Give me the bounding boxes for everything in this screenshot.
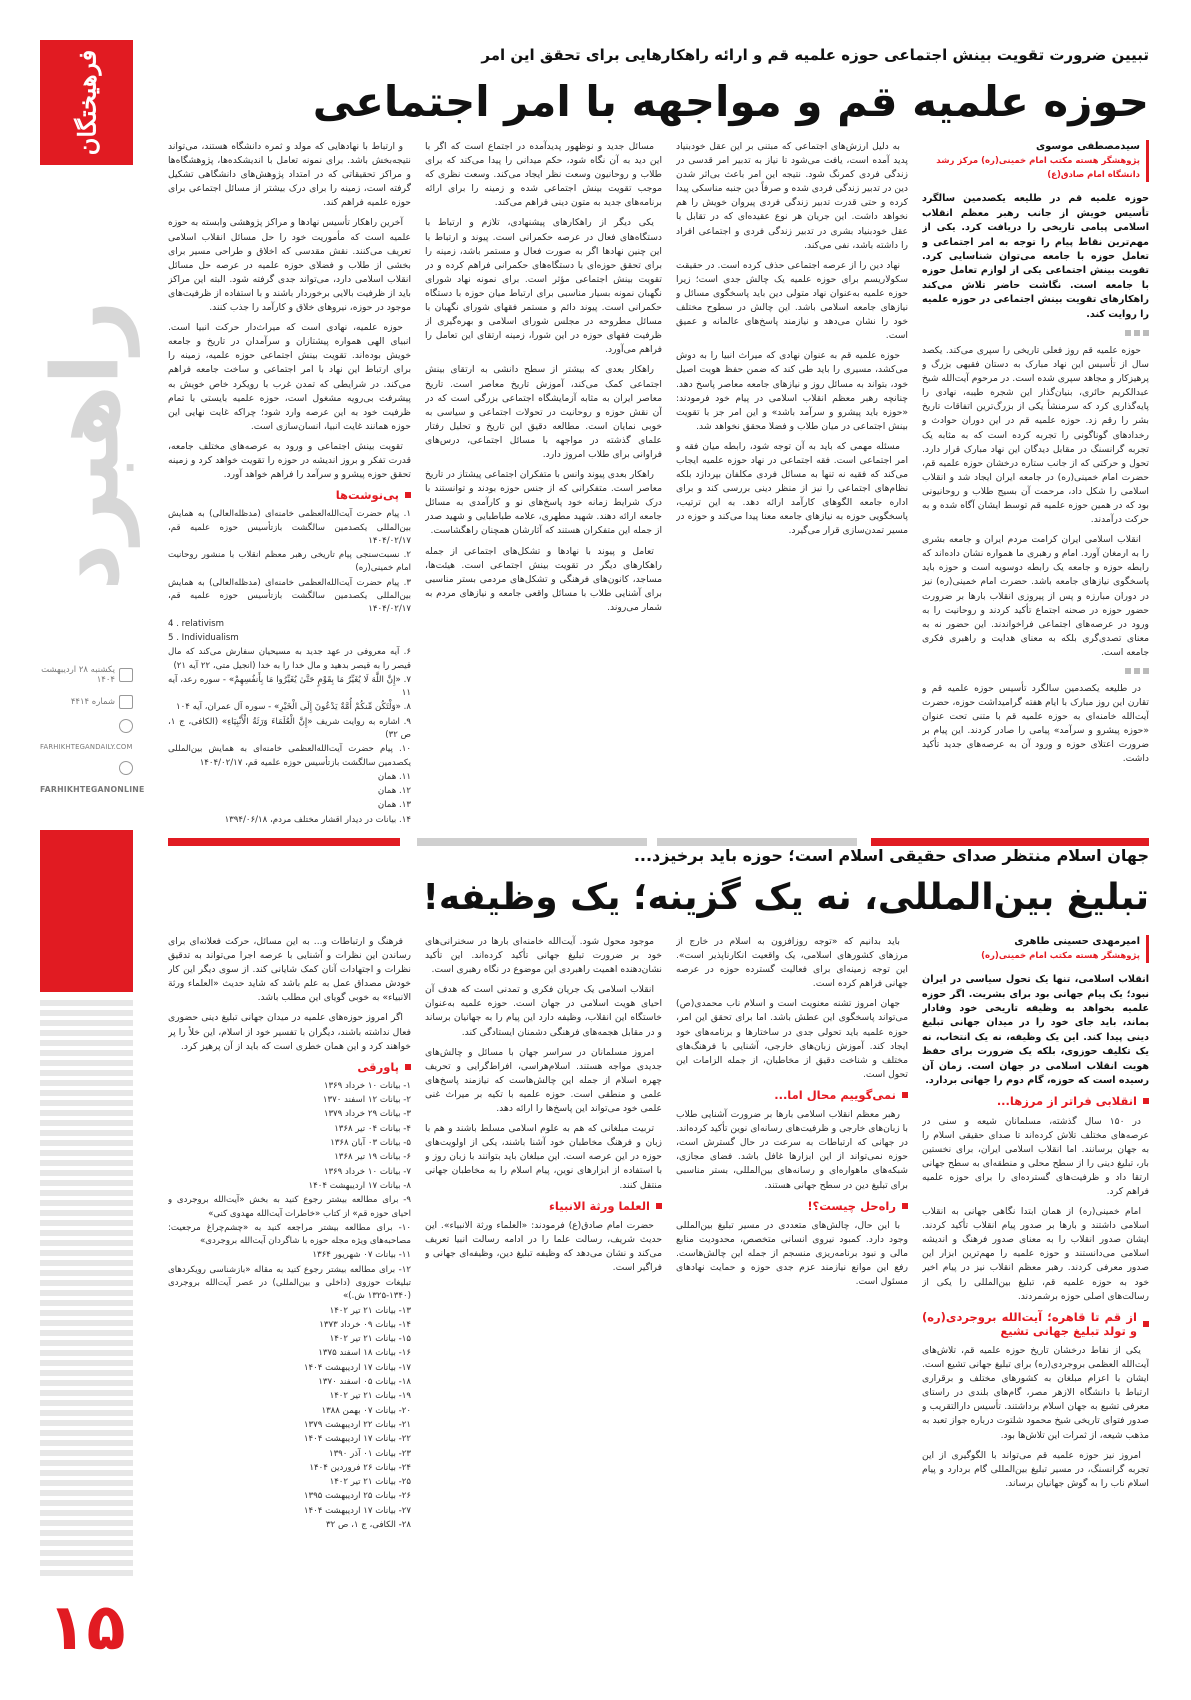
note-item: ۱۴. بیانات در دیدار اقشار مختلف مردم، ۱۳۹۴/۰۶/۱۸ [224,814,411,825]
paragraph: به دلیل ارزش‌های اجتماعی که مبتنی بر این عقل خودبنیاد پدید آمده است، یافت می‌شود تا نیاز به تدبیر امر قدسی در زندگی فردی کمرنگ شود. نتیجه این امر باعث بی‌اثر شدن دین در تدبیر زندگی فردی شده و صرفاً دین جنبه مناسکی پیدا کرده و حتی قدرت تدبیر زندگی فردی پیروان خویش را هم نخواهد داشت. این جریان هر نوع عقیده‌ای که در تقابل با عقل خودبنیاد بشری در تدبیر زندگی فردی و اجتماعی افراد را داشته باشد، نفی می‌کند. [676,141,908,251]
separator-gray [417,838,647,846]
ref-item: ۶- بیانات ۱۹ تیر ۱۳۶۸ [334,1152,411,1163]
article2-author-role: پژوهشگر هسته مکتب امام خمینی(ره) [981,951,1140,962]
paragraph: در ۱۵۰ سال گذشته، مسلمانان شیعه و سنی در عرصه‌های مختلف تلاش کرده‌اند تا صدای حقیقی اسلام را به جهان برسانند. اما انقلاب اسلامی ایران، برای نخستین بار، تبلیغ دینی را از سطح محلی و منطقه‌ای به سطح جهانی ارتقا داد و ظرفیت‌های گسترده‌ای را برای حوزه علمیه فراهم کرد. [922,1115,1149,1197]
issue-number: شماره ۴۴۱۴ [70,697,115,707]
paragraph: امام خمینی(ره) از همان ابتدا نگاهی جهانی به انقلاب اسلامی داشتند و بارها بر صدور پیام انقلاب تأکید کردند. ایشان صدور انقلاب را به معنای صدور فرهنگ و اندیشه اسلامی می‌دانستند و حوزه علمیه را مهم‌ترین ابزار این صدور معرفی کردند. رهبر معظم انقلاب نیز در پیام اخیر خود به حوزه علمیه قم، تبلیغ بین‌المللی را یکی از رسالت‌های اصلی حوزه برشمردند. [922,1206,1149,1302]
paragraph: مسئله مهمی که باید به آن توجه شود، رابطه میان فقه و امر اجتماعی است. فقه اجتماعی در نهاد حوزه علمیه ایجاب می‌کند که فقیه نه تنها به مسائل فردی مکلفان بپردازد بلکه نظام‌های اجتماعی را نیز از منظر دینی بررسی کند و برای اداره جامعه الگوهای کارآمد ارائه دهد. به این ترتیب، پاسخگویی حوزه به نیازهای جامعه معنا پیدا می‌کند و حوزه در مسیر تمدن‌سازی قرار می‌گیرد. [676,440,908,537]
date-row [40,665,133,685]
ref-item: ۱۳- بیانات ۲۱ تیر ۱۴۰۲ [329,1305,411,1316]
article1-lead: حوزه علمیه قم در طلیعه یکصدمین سالگرد تأسیس خویش از جانب رهبر معظم انقلاب اسلامی پیامی تاریخی را دریافت کرد. یکی از مهم‌ترین نقاط پیام را توجه به امر اجتماعی و تعامل حوزه با جامعه می‌توان شناسایی کرد. تقویت بینش اجتماعی یکی از لوازم تعامل حوزه با جامعه است. نگاشت حاضر تلاش می‌کند راهکارهای تقویت بینش اجتماعی در حوزه علمیه را روایت کند. [922,193,1149,320]
newspaper-icon [119,695,133,709]
web-row [40,719,133,733]
article2-author: امیرمهدی حسینی طاهری [1014,936,1140,947]
ref-item: ۱- بیانات ۱۰ خرداد ۱۳۶۹ [323,1080,411,1091]
ref-item: ۲۶- بیانات ۲۵ اردیبهشت ۱۳۹۵ [303,1491,411,1502]
ref-item: ۳- بیانات ۲۹ خرداد ۱۳۷۹ [323,1109,411,1120]
paragraph: در طلیعه یکصدمین سالگرد تأسیس حوزه علمیه قم و تقارن این روز مبارک با ایام هفته گرامیداشت حوزه، حضرت آیت‌الله خامنه‌ای به حوزه علمیه قم با متنی تحت عنوان «حوزه پیشرو و سرآمد» پیامی را صادر کردند. این پیام بر ضرورت اعتلای حوزه و ورود آن به عرصه‌های جدید تأکید داشت. [922,683,1149,765]
note-item: 5 . Individualism [168,632,239,643]
paragraph: راهکار بعدی که بیشتر از سطح دانشی به ارتقای بینش اجتماعی کمک می‌کند، آموزش تاریخ معاصر است. تاریخ معاصر ایران به مثابه آزمایشگاه اجتماعی بزرگی است که در آن نقش حوزه و روحانیت در تحولات اجتماعی و سیاسی به خوبی نمایان است. مطالعه دقیق این تاریخ و تحلیل رفتار علمای گذشته در مواجهه با مسائل اجتماعی، درس‌های فراوانی برای طلاب امروز دارد. [425,364,662,460]
ref-item: ۱۱- بیانات ۰۷ شهریور ۱۳۶۴ [312,1250,411,1261]
article-separator [168,838,1149,846]
article2-col4 [168,935,411,1670]
social-handle[interactable]: FARHIKHTEGANONLINE [40,785,145,794]
article1-col1 [922,140,1149,828]
note-item: ۱. پیام حضرت آیت‌الله‌العظمی خامنه‌ای (مدظله‌العالی) به همایش بین‌المللی یکصدمین سالگشت بازتأسیس حوزه علمیه قم، ۱۴۰۴/۰۲/۱۷ [168,509,411,546]
ref-item: ۲۷- بیانات ۱۷ اردیبهشت ۱۴۰۴ [303,1505,411,1516]
paragraph: رهبر معظم انقلاب اسلامی بارها بر ضرورت آشنایی طلاب با زبان‌های خارجی و ظرفیت‌های رسانه‌ای نوین تأکید کرده‌اند. در جهانی که ارتباطات به سرعت در حال گسترش است، حوزه نمی‌تواند از این ابزارها غافل باشد. فضای مجازی، شبکه‌های ماهواره‌ای و رسانه‌های بین‌المللی، بستر مناسبی برای تبلیغ دین در سطح جهانی هستند. [676,1109,908,1191]
article2-lead: انقلاب اسلامی، تنها یک تحول سیاسی در ایران نبود؛ یک پیام جهانی بود برای بشریت. اگر حوزه علمیه بخواهد به وظیفه تاریخی خود وفادار بماند، باید جای خود را در میدان جهانی تبلیغ دینی پیدا کند. این یک وظیفه، نه یک انتخاب، نه یک تکلیف حوزوی، بلکه یک ضرورت برای حفظ هویت انقلاب اسلامی در جهان است. زمان آن رسیده است که حوزه، گام دوم را جهانی بردارد. [922,974,1149,1087]
paragraph: تقویت بینش اجتماعی و ورود به عرصه‌های مختلف جامعه، قدرت تفکر و بروز اندیشه در حوزه را تقویت خواهد کرد و زمینه تحقق حوزه پیشرو و سرآمد را فراهم خواهد آورد. [168,440,411,481]
ref-item: ۸- بیانات ۱۷ اردیبهشت ۱۴۰۴ [308,1180,411,1191]
ref-item: ۱۲- برای مطالعه بیشتر رجوع کنید به مقاله «بازشناسی رویکردهای تبلیغات حوزوی (داخلی و بین‌المللی) در عصر آیت‌الله بروجردی (۱۳۴۰-۱۳۲۵ ش.)» [168,1264,411,1302]
note-item: ۸. «وَلْتَكُن مِّنكُمْ أُمَّةٌ يَدْعُونَ إِلَى الْخَيْرِ» - سوره آل عمران، آیه ۱۰۴ [176,702,411,713]
article2-subhead-4: راه‌حل چیست؟! [676,1199,908,1213]
paragraph: حوزه علمیه قم روز فعلی تاریخی را سپری می‌کند. یکصد سال از تأسیس این نهاد مبارک به دستان فقیهی بزرگ و پرهیزکار و مجاهد سپری شده است. در مرحوم آیت‌الله شیخ عبدالکریم حائری، بنیان‌گذار این شجره طیبه، نهادی را پایه‌گذاری کرد که سرمنشأ یکی از بزرگ‌ترین اتفاقات تاریخ بشر را رقم زد. حوزه علمیه قم در این دوران حوادث و رخدادهای گوناگونی را تجربه کرده است که به مثابه یک تجربه گرانسنگ در مقابل دیدگان این نهاد مبارک قرار دارد. تحول و حرکتی که از جانب ستاره درخشان حوزه علمیه قم، حضرت امام خمینی(ره) در جامعه ایران ایجاد شد و انقلاب اسلامی را شکل داد، مرحمت آن بسیج طلاب و روحانیونی بود که در همین حوزه علمیه قم توسط ایشان آگاه شده و به حرکت درآمدند. [922,344,1149,526]
paragraph: انقلاب اسلامی ایران کرامت مردم ایران و جامعه بشری را به ارمغان آورد. امام و رهبری ما همواره نشان داده‌اند که رابطه حوزه و جامعه یک رابطه دوسویه است و حوزه باید پاسخگوی نیازهای جامعه باشد. حضرت امام خمینی(ره) نیز در دوران مبارزه و پس از پیروزی انقلاب بارها بر ضرورت حضور حوزه در صحنه اجتماع تأکید کردند و روحانیت را به ورود در عرصه‌های اجتماعی فراخواندند. این حضور نه به معنای تصدی‌گری بلکه به معنای هدایت و راهبری فکری جامعه است. [922,534,1149,658]
ref-item: ۲- بیانات ۱۲ اسفند ۱۳۷۰ [322,1095,411,1106]
ref-item: ۲۰- بیانات ۰۷ بهمن ۱۳۸۸ [321,1405,411,1416]
separator-red [168,838,400,846]
section-title [32,260,140,630]
article2-subhead-2: از قم تا قاهره؛ آیت‌الله بروجردی(ره) و تولد تبلیغ جهانی تشیع [922,1310,1149,1338]
paragraph: و ارتباط با نهادهایی که مولد و ثمره دانشگاه هستند، می‌تواند نتیجه‌بخش باشد. برای نمونه تعامل با اندیشکده‌ها، پژوهشگاه‌ها و مراکز تحقیقاتی که در امتداد پژوهش‌های دانشگاهی تشکیل گرفته است، زمینه را برای درک بیشتر از مسائل اجتماعی برای حوزه علمیه فراهم کند. [168,141,411,209]
article2-subhead-3: نمی‌گوییم محال اما... [676,1088,908,1102]
article2-subhead-5: العلما ورثة الانبیاء [425,1199,662,1213]
ref-item: ۷- بیانات ۱۰ خرداد ۱۳۶۹ [323,1166,411,1177]
article2-headline[interactable]: تبلیغ بین‌المللی، نه یک گزینه؛ یک وظیفه! [422,877,1149,918]
note-item: ۱۲. همان [377,786,411,797]
article1-author-role: پژوهشگر هسته مکتب امام خمینی(ره) مرکز رشد دانشگاه امام صادق(ع) [936,156,1140,181]
article1-kicker: تبیین ضرورت تقویت بینش اجتماعی حوزه علمیه قم و ارائه راهکارهایی برای تحقق این امر [481,46,1149,64]
issue-date: یکشنبه ۲۸ اردیبهشت ۱۴۰۴ [41,665,115,685]
newspaper-logo[interactable] [40,40,133,165]
paragraph: راهکار بعدی پیوند وانس با متفکران اجتماعی پیشتاز در تاریخ معاصر است. متفکرانی که از جنس حوزه بودند و توانستند با درک شرایط زمانه خود پاسخ‌های نو و کارآمدی به مسائل جامعه ارائه دهند. شهید مطهری، علامه طباطبایی و شهید صدر از جمله این متفکران هستند که آثارشان همچنان راهگشاست. [425,469,662,537]
article1-col4 [168,140,411,828]
separator-gray [657,838,857,846]
ref-item: ۱۵- بیانات ۲۱ تیر ۱۴۰۲ [329,1334,411,1345]
article2-subhead-1: انقلابی فراتر از مرزها... [922,1094,1149,1108]
article1-author: سیدمصطفی موسوی [1035,141,1140,152]
note-item: ۱۱. همان [377,771,411,782]
section-title-text: راهبرد [32,299,140,591]
note-item: ۱۳. همان [377,800,411,811]
note-item: ۷. «إِنَّ اللَّهَ لَا یُغَیِّرُ مَا بِقَوْمٍ حَتَّىٰ یُغَیِّرُوا مَا بِأَنفُسِهِمْ» - سوره رعد، آیه ۱۱ [168,674,411,699]
page-number: ۱۵ [47,1591,126,1665]
article2-kicker: جهان اسلام منتظر صدای حقیقی اسلام است؛ حوزه باید برخیزد... [633,846,1149,865]
ref-item: ۱۸- بیانات ۰۵ اسفند ۱۳۷۰ [318,1377,411,1388]
article2-col2 [676,935,908,1670]
ref-item: ۲۳- بیانات ۰۱ آذر ۱۳۹۰ [328,1448,411,1459]
separator-dots [922,668,1149,674]
paragraph: جهان امروز تشنه معنویت است و اسلام ناب محمدی(ص) می‌تواند پاسخگوی این عطش باشد. اما برای تحقق این امر، حوزه علمیه باید تحولی جدی در ساختارها و برنامه‌های خود ایجاد کند. آموزش زبان‌های خارجی، آشنایی با فرهنگ‌های مختلف و شناخت دقیق از مخاطبان، از جمله الزامات این تحول است. [676,998,908,1080]
logo-text: فرهیختگان [72,49,102,156]
article1-byline [922,140,1149,182]
ref-item: ۴- بیانات ۰۴ تیر ۱۳۶۸ [334,1123,411,1134]
article2-col1 [922,935,1149,1670]
paragraph: مسائل جدید و نوظهور پدیدآمده در اجتماع است که اگر با این دید به آن نگاه شود، حکم میدانی را پیدا می‌کند که برای طلاب و روحانیون وسعت نظر ایجاد می‌کند. وسعت نظری که موجب تقویت بینش اجتماعی شده و زمینه را برای ارائه برنامه‌های جدید به متون دینی فراهم می‌کند. [425,141,662,209]
note-item: ۱۰. پیام حضرت آیت‌الله‌العظمی خامنه‌ای به همایش بین‌المللی یکصدمین سالگشت بازتأسیس حوزه علمیه قم، ۱۴۰۴/۰۲/۱۷ [168,744,411,768]
note-item: 4 . relativism [168,618,225,629]
paragraph: امروز مسلمانان در سراسر جهان با مسائل و چالش‌های جدیدی مواجه هستند. اسلام‌هراسی، افراط‌گرایی و تحریف چهره اسلام از جمله این چالش‌هاست که نیازمند پاسخ‌های علمی و منطقی است. حوزه علمیه با تکیه بر میراث غنی علمی خود می‌تواند این پاسخ‌ها را ارائه دهد. [425,1046,662,1115]
paragraph: نهاد دین را از عرصه اجتماعی حذف کرده است. در حقیقت سکولاریسم برای حوزه علمیه یک چالش جدی است؛ زیرا حوزه علمیه به‌عنوان نهاد متولی دین باید پاسخگوی مسائل و نیازهای جامعه اسلامی باشد. این چالش در سطوح مختلف خود را نشان می‌دهد و نیازمند پاسخ‌های عالمانه و عمیق است. [676,259,908,342]
ref-item: ۹- برای مطالعه بیشتر رجوع کنید به بخش «آیت‌الله بروجردی و احیای حوزه قم» از کتاب «خاطرات آیت‌الله مهدوی کنی» [168,1195,411,1219]
paragraph: حضرت امام صادق(ع) فرمودند: «العلماء ورثة الانبیاء». این حدیث شریف، رسالت علما را در ادامه رسالت انبیا تعریف می‌کند و نشان می‌دهد که وظیفه تبلیغ دین، وظیفه‌ای جهانی و فراگیر است. [425,1219,662,1273]
article2-refs [168,1080,411,1533]
ref-item: ۱۹- بیانات ۲۱ تیر ۱۴۰۲ [329,1391,411,1402]
note-item: ۲. نسبت‌سنجی پیام تاریخی رهبر معظم انقلاب با منشور روحانیت امام خمینی(ره) [168,550,411,574]
ref-item: ۱۶- بیانات ۱۸ اسفند ۱۳۷۵ [318,1348,411,1359]
ref-item: ۱۷- بیانات ۱۷ اردیبهشت ۱۴۰۴ [303,1362,411,1373]
paragraph: یکی از نقاط درخشان تاریخ حوزه علمیه قم، تلاش‌های آیت‌الله العظمی بروجردی(ره) برای تبلیغ جهانی تشیع است. ایشان با اعزام مبلغان به کشورهای مختلف و برقراری ارتباط با دانشگاه الازهر مصر، گام‌های بلندی در راستای معرفی تشیع به جهان اسلام برداشتند. تأسیس دارالتقریب و صدور فتوای تاریخی شیخ محمود شلتوت درباره جواز تعبد به مذهب شیعه، از ثمرات این تلاش‌ها بود. [922,1344,1149,1441]
social-row [40,761,133,775]
paragraph: تعامل و پیوند با نهادها و تشکل‌های اجتماعی از جمله راهکارهای دیگر در تقویت بینش اجتماعی است. هیئت‌ها، مساجد، کانون‌های فرهنگی و تشکل‌های مردمی بستر مناسبی برای آشنایی طلاب با مسائل واقعی جامعه و نیازهای مردم به شمار می‌روند. [425,545,662,613]
ref-item: ۲۴- بیانات ۲۶ فروردین ۱۴۰۴ [309,1462,411,1473]
rail-stripes [40,1000,133,1580]
paragraph: یکی دیگر از راهکارهای پیشنهادی، تلازم و ارتباط با دستگاه‌های فعال در عرصه حکمرانی است. پیوند و ارتباط با این چنین نهادها اگر به صورت فعال و مستمر باشد، زمینه را برای تحقق حوزه‌ای با دستگاه‌های حکمرانی فراهم کرده و در تقویت بینش اجتماعی مؤثر است. برای نمونه نهاد شورای نگهبان نمونه بسیار مناسبی برای ارتباط میان حوزه با دستگاه حکمرانی است. پیوند دائم و مستمر فقهای شورای نگهبان با مسائل مطروحه در مجلس شورای اسلامی و بهره‌گیری از ظرفیت فقهای حوزه در این شورا، زمینه ارتقای این تعامل را فراهم می‌آورد. [425,217,662,356]
note-item: ۶. آیه معروفی در عهد جدید به مسیحیان سفارش می‌کند که مال قیصر را به قیصر بدهید و مال خدا را به خدا (انجیل متی، ۲۲ آیه ۲۱) [168,647,411,671]
article2-byline [922,935,1149,963]
paragraph: اگر امروز حوزه‌های علمیه در میدان جهانی تبلیغ دینی حضوری فعال نداشته باشند، دیگران با تفسیر خود از اسلام، این خلأ را پر خواهند کرد و این همان خطری است که باید از آن پرهیز کرد. [168,1012,411,1052]
article1-col3 [425,140,662,828]
article1-headline[interactable]: حوزه علمیه قم و مواجهه با امر اجتماعی [312,77,1149,126]
issue-meta [40,665,145,804]
separator-dots [922,330,1149,336]
paragraph: آخرین راهکار تأسیس نهادها و مراکز پژوهشی وابسته به حوزه علمیه است که مأموریت خود را حل مسائل انقلاب اسلامی تعریف می‌کنند. نقش مقدسی که اخلاق و طراحی مسیر برای بخشی از طلاب و فضلای حوزه علمیه در عرصه حل مسائل انقلاب اسلامی دارد، می‌تواند جدی گرفته شود. البته این مراکز باید از ظرفیت بالایی برخوردار باشند و با استفاده از ظرفیت‌های موجود در حوزه، نیروهای خلاق و کارآمد را جذب کنند. [168,217,411,314]
paragraph: انقلاب اسلامی یک جریان فکری و تمدنی است که هدف آن احیای هویت اسلامی در جهان است. حوزه علمیه به‌عنوان خاستگاه این انقلاب، وظیفه دارد این پیام را به جهانیان برساند و در مقابل هجمه‌های فرهنگی دشمنان ایستادگی کند. [425,984,662,1038]
ref-item: ۱۴- بیانات ۰۹ خرداد ۱۳۷۳ [319,1319,411,1330]
note-item: ۹. اشاره به روایت شریف «إِنَّ الْعُلَمَاءَ وَرَثَةُ الْأَنْبِيَاءِ» (الکافی، ج ۱، ص ۳۲) [168,716,411,740]
website-link[interactable]: FARHIKHTEGANDAILY.COM [40,743,133,751]
paragraph: فرهنگ و ارتباطات و... به این مسائل، حرکت فعلانه‌ای برای رساندن این نظرات و آشنایی با عرصه اجرا می‌تواند به تدقیق نظرات و اجتهادات آنان کمک شایانی کند. از سوی دیگر این کار خودش مصداق عمل به علم باشد که شاید حدیث «العلماء ورثة الانبیاء» به خوبی گویای این مطلب باشد. [168,936,411,1004]
rail-red-block [40,830,133,992]
ref-item: ۲۲- بیانات ۱۷ اردیبهشت ۱۴۰۴ [303,1434,411,1445]
ref-item: ۲۱- بیانات ۲۲ اردیبهشت ۱۳۷۹ [303,1419,411,1430]
article1-notes-title: پی‌نوشت‌ها [168,488,411,502]
paragraph: امروز نیز حوزه علمیه قم می‌تواند با الگوگیری از این تجربه گرانسنگ، در مسیر تبلیغ بین‌المللی گام بردارد و پیام اسلام ناب را به گوش جهانیان برساند. [922,1449,1149,1489]
paragraph: تربیت مبلغانی که هم به علوم اسلامی مسلط باشند و هم با زبان و فرهنگ مخاطبان خود آشنا باشند، یکی از اولویت‌های حوزه در این عرصه است. این مبلغان باید بتوانند با زبان روز و با استفاده از ابزارهای نوین، پیام اسلام را به مخاطبان جهانی منتقل کنند. [425,1123,662,1191]
social-icon [119,761,133,775]
ref-item: ۲۸- الکافی، ج ۱، ص ۳۲ [326,1520,411,1531]
paragraph: حوزه علمیه قم به عنوان نهادی که میراث انبیا را به دوش می‌کشد، مسیری را باید طی کند که ضمن حفظ هویت اصیل خود، بتواند به مسائل روز و نیازهای جامعه معاصر پاسخ دهد. چنانچه رهبر معظم انقلاب اسلامی در پیام خود فرمودند: «حوزه باید پیشرو و سرآمد باشد» و این امر جز با تقویت بینش اجتماعی در میان طلاب و فضلا محقق نخواهد شد. [676,350,908,432]
article2-col3 [425,935,662,1670]
masthead-rail [32,40,145,1665]
paragraph: با این حال، چالش‌های متعددی در مسیر تبلیغ بین‌المللی وجود دارد. کمبود نیروی انسانی متخصص، محدودیت منابع مالی و نبود برنامه‌ریزی منسجم از جمله این چالش‌هاست. رفع این موانع نیازمند عزم جدی حوزه و حمایت نهادهای مسئول است. [676,1219,908,1288]
article2-refs-title: پاورقی [168,1060,411,1074]
calendar-icon [119,668,133,682]
paragraph: باید بدانیم که «توجه روزافزون به اسلام در خارج از مرزهای کشورهای اسلامی، یک واقعیت انکارناپذیر است». این توجه زمینه‌ای برای فعالیت گسترده حوزه در عرصه جهانی فراهم کرده است. [676,936,908,990]
ref-item: ۲۵- بیانات ۲۱ تیر ۱۴۰۲ [329,1477,411,1488]
paragraph: حوزه علمیه، نهادی است که میراث‌دار حرکت انبیا است. انبیای الهی همواره پیشتازان و سرآمدان در تاریخ و جامعه خویش بوده‌اند. تقویت بینش اجتماعی حوزه علمیه، زمینه را برای ارتباط این نهاد با امر اجتماعی و ساخت جامعه فراهم می‌کند. در شرایطی که تمدن غرب با رویکرد خاص خویش به پیشرفت بی‌رویه مشغول است، حوزه علمیه بایستی با تمام ظرفیت خود به این عرصه وارد شود؛ چراکه غایت نهایی این حوزه همانند غایت انبیا، انسان‌سازی است. [168,322,411,432]
ref-item: ۱۰- برای مطالعه بیشتر مراجعه کنید به «چشم‌چراغ مرجعیت: مصاحبه‌های ویژه مجله حوزه با شاگردان آیت‌الله بروجردی» [168,1222,411,1247]
issue-row [40,695,133,709]
article1-col2 [676,140,908,828]
article1-notes [168,508,411,827]
globe-icon [119,719,133,733]
ref-item: ۵- بیانات ۰۳ آبان ۱۳۶۸ [330,1138,411,1149]
note-item: ۳. پیام حضرت آیت‌الله‌العظمی خامنه‌ای (مدظله‌العالی) به همایش بین‌المللی یکصدمین سالگشت بازتأسیس حوزه علمیه قم، ۱۴۰۴/۰۲/۱۷ [168,577,411,615]
paragraph: موجود محول شود. آیت‌الله خامنه‌ای بارها در سخنرانی‌های خود بر ضرورت تبلیغ جهانی تأکید کرده‌اند. این تأکید نشان‌دهنده اهمیت راهبردی این موضوع در نگاه رهبری است. [425,936,662,976]
separator-red [871,838,1149,846]
